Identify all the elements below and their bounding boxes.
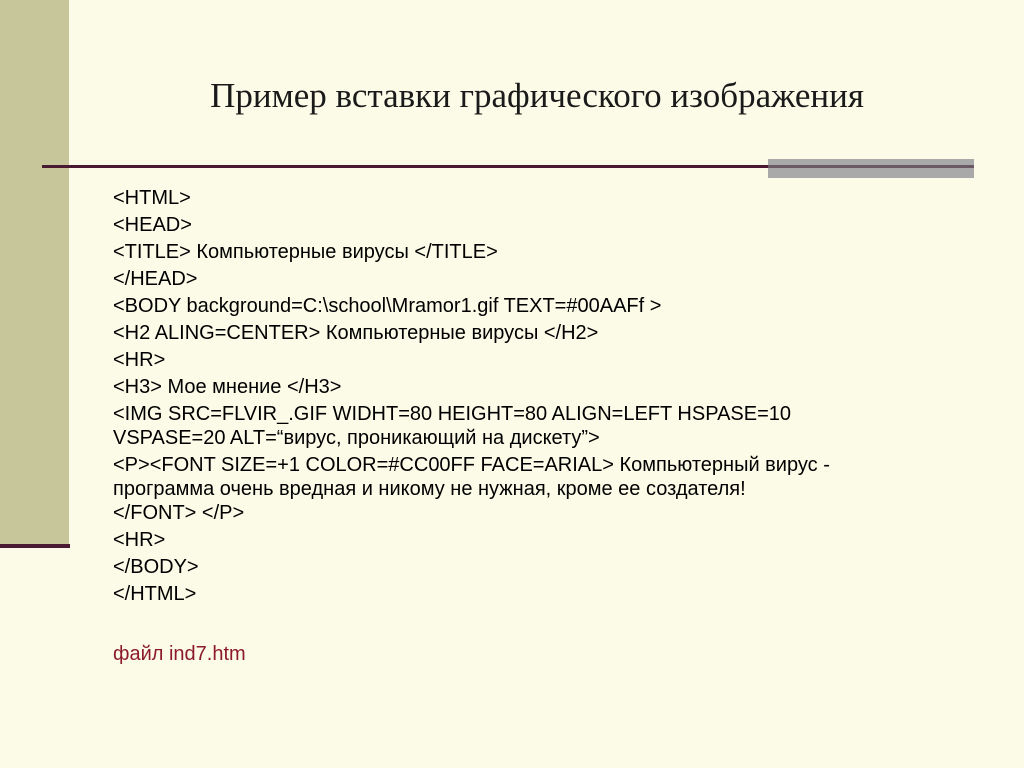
code-line: <HR> (113, 349, 166, 371)
slide-title: Пример вставки графического изображения (210, 76, 864, 115)
code-line-paragraph-part2: программа очень вредная и никому не нужная, кроме ее создателя! (113, 478, 746, 500)
code-line: </BODY> (113, 556, 199, 578)
code-line: <HEAD> (113, 214, 192, 236)
code-line: <HTML> (113, 187, 191, 209)
title-rule-accent-line (768, 165, 974, 168)
code-listing (113, 186, 993, 609)
code-line-paragraph (113, 453, 993, 525)
code-line-img-part2: VSPASE=20 ALT=“вирус, проникающий на дискету”> (113, 427, 600, 449)
code-line: <HR> (113, 529, 166, 551)
code-line: </HTML> (113, 583, 197, 605)
code-line: </HEAD> (113, 268, 198, 290)
code-line-img-part1: <IMG SRC=FLVIR_.GIF WIDHT=80 HEIGHT=80 ALIGN=LEFT HSPASE=10 (113, 403, 792, 425)
title-rule-accent (768, 159, 974, 178)
code-line-img (113, 402, 993, 450)
file-reference-link[interactable]: файл ind7.htm (113, 643, 246, 665)
code-line: <H2 ALING=CENTER> Компьютерные вирусы </H2> (113, 322, 599, 344)
code-line: <BODY background=C:\school\Mramor1.gif TEXT=#00AAFf > (113, 295, 662, 317)
code-line-paragraph-part3: </FONT> </P> (113, 502, 245, 524)
code-line: <H3> Мое мнение </H3> (113, 376, 342, 398)
code-line: <TITLE> Компьютерные вирусы </TITLE> (113, 241, 498, 263)
left-band-rule (0, 544, 70, 548)
code-line-paragraph-part1: <P><FONT SIZE=+1 COLOR=#CC00FF FACE=ARIAL> Компьютерный вирус - (113, 454, 830, 476)
